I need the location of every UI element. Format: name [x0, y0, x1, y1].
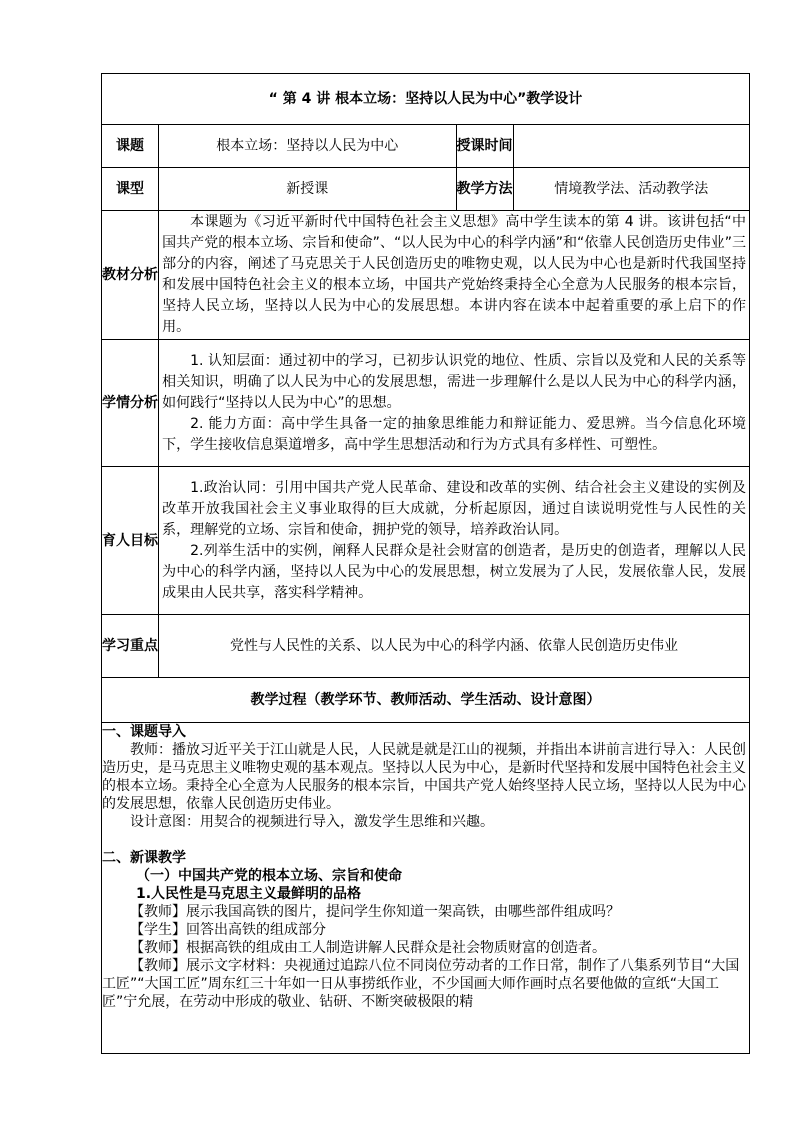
student-row [102, 340, 750, 467]
blank-line [102, 831, 749, 849]
goals-p2: 2.列举生活中的实例，阐释人民群众是社会财富的创造者，是历史的创造者，理解以人民为中心的科学内涵，坚持以人民为中心的发展思想，树立发展为了人民，发展依靠人民，发展成果由人民共享，落实科学精神。 [162, 542, 746, 601]
analysis-text: 本课题为《习近平新时代中国特色社会主义思想》高中学生读本的第 4 讲。该讲包括“中国共产党的根本立场、宗旨和使命”、“以人民为中心的科学内涵”和“依靠人民创造历史伟业”三部分的内容，阐述了马克思关于人民创造历史的唯物史观，以人民为中心也是新时代我国坚持和发展中国特色社会主义的根本立场，中国共产党始终秉持全心全意为人民服务的根本宗旨，坚持人民立场，坚持以人民为中心的发展思想。本讲内容在读本中起着重要的承上启下的作用。 [162, 214, 746, 335]
section-2-sub2: 1.人民性是马克思主义最鲜明的品格 [136, 886, 362, 902]
section-1-design: 设计意图：用契合的视频进行导入，激发学生思维和兴趣。 [130, 814, 494, 830]
lesson-row [102, 125, 750, 168]
process-title-row [102, 678, 750, 723]
activity-line-3: 【教师】根据高铁的组成由工人制造讲解人民群众是社会物质财富的创造者。 [130, 940, 606, 956]
goals-p1: 1.政治认同：引用中国共产党人民革命、建设和改革的实例、结合社会主义建设的实例及改革开放我国社会主义事业取得的巨大成就，分析起原因，通过自读说明党性与人民性的关系，理解党的立场、宗旨和使命，拥护党的领导，培养政治认同。 [162, 479, 746, 538]
section-2-title: 二、新课教学 [102, 850, 186, 866]
type-value: 新授课 [159, 168, 456, 211]
time-label: 授课时间 [456, 125, 513, 168]
student-p1: 1. 认知层面：通过初中的学习，已初步认识党的地位、性质、宗旨以及党和人民的关系等相关知识，明确了以人民为中心的发展思想，需进一步理解什么是以人民为中心的科学内涵，如何践行“坚持以人民为中心”的思想。 [162, 352, 746, 411]
focus-value: 党性与人民性的关系、以人民为中心的科学内涵、依靠人民创造历史伟业 [159, 615, 750, 678]
time-value [513, 125, 749, 168]
focus-row [102, 615, 750, 678]
focus-label: 学习重点 [102, 615, 159, 678]
lesson-plan-table [101, 73, 750, 1054]
section-2-sub1: （一）中国共产党的根本立场、宗旨和使命 [136, 868, 402, 884]
process-title: 教学过程（教学环节、教师活动、学生活动、设计意图） [102, 678, 750, 723]
section-1-text: 教师：播放习近平关于江山就是人民，人民就是就是江山的视频，并指出本讲前言进行导入：人民创造历史，是马克思主义唯物史观的基本观点。坚持以人民为中心，是新时代坚持和发展中国特色社会主义的根本立场。秉持全心全意为人民服务的根本宗旨，中国共产党人始终坚持人民立场，坚持以人民为中心的发展思想，依靠人民创造历史伟业。 [102, 742, 746, 812]
type-row [102, 168, 750, 211]
method-value: 情境教学法、活动教学法 [513, 168, 749, 211]
process-row [102, 723, 750, 1054]
method-label: 教学方法 [456, 168, 513, 211]
lesson-value: 根本立场：坚持以人民为中心 [159, 125, 456, 168]
activity-line-1: 【教师】展示我国高铁的图片，提问学生你知道一架高铁，由哪些部件组成吗？ [130, 904, 620, 920]
title-row [102, 74, 750, 125]
type-label: 课型 [102, 168, 159, 211]
lesson-label: 课题 [102, 125, 159, 168]
section-1-title: 一、课题导入 [102, 724, 186, 740]
analysis-label: 教材分析 [102, 211, 159, 340]
activity-line-4: 【教师】展示文字材料：央视通过追踪八位不同岗位劳动者的工作日常，制作了八集系列节目“大国工匠”“大国工匠”周东红三十年如一日从事捞纸作业，不少国画大师作画时点名要他做的宣纸“大国工匠”宁允展，在劳动中形成的敬业、钻研、不断突破极限的精 [102, 958, 740, 1010]
goals-label: 育人目标 [102, 467, 159, 615]
goals-row [102, 467, 750, 615]
document-title: “ 第 4 讲 根本立场：坚持以人民为中心”教学设计 [102, 74, 750, 125]
student-label: 学情分析 [102, 340, 159, 467]
activity-line-2: 【学生】回答出高铁的组成部分 [130, 922, 326, 938]
student-p2: 2. 能力方面：高中学生具备一定的抽象思维能力和辩证能力、爱思辨。当今信息化环境下，学生接收信息渠道增多，高中学生思想活动和行为方式具有多样性、可塑性。 [162, 415, 746, 453]
analysis-row [102, 211, 750, 340]
